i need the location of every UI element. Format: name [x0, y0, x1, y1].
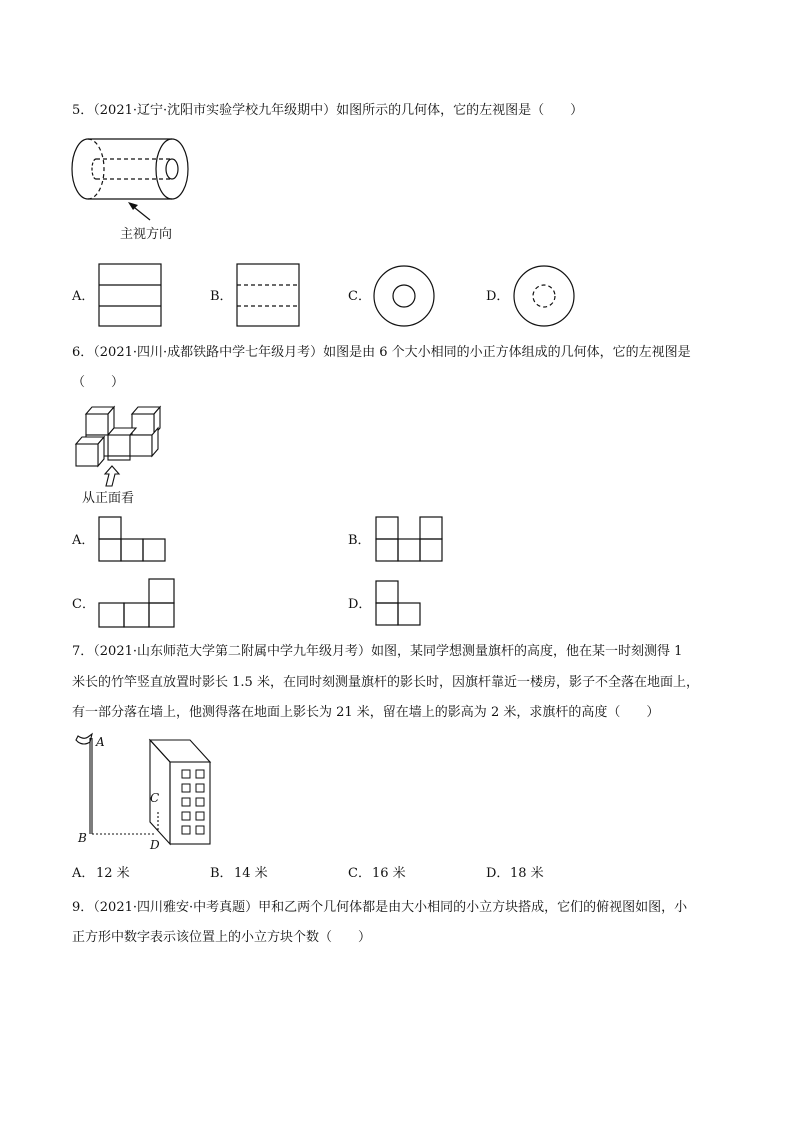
q7-text-line3: 有一部分落在墙上，他测得落在地面上影长为 21 米，留在墙上的影高为 2 米，求旗杆的高度（ ） [72, 705, 660, 720]
q7-flagpole-figure [70, 732, 230, 854]
q6-option-d-label: D． [348, 597, 372, 612]
q7-text-line2: 米长的竹竿竖直放置时影长 1.5 米，在同时刻测量旗杆的影长时，因旗杆靠近一楼房，影子不全落在地面上， [72, 675, 699, 690]
q6-cubes-figure [72, 404, 182, 508]
point-c-label: C [150, 791, 160, 805]
q5-option-d-label: D． [486, 289, 510, 304]
q7-option-a-text: 12 米 [96, 866, 130, 881]
q6-option-a-figure [98, 516, 168, 564]
q6-text-line1: 6．（2021·四川·成都铁路中学七年级月考）如图是由 6 个大小相同的小正方体组成的几何体，它的左视图是 [72, 345, 691, 360]
q6-option-c-figure [98, 578, 178, 628]
q6-option-a-label: A． [72, 533, 95, 548]
point-a-label: A [96, 735, 105, 749]
q6-option-d-figure [375, 580, 425, 628]
q5-option-a-label: A． [72, 289, 95, 304]
q7-option-b-label: B． [210, 866, 233, 881]
q7-option-d-label: D． [486, 866, 510, 881]
q7-option-c-text: 16 米 [372, 866, 406, 881]
q7-option-b-text: 14 米 [234, 866, 268, 881]
q5-option-a-figure [98, 263, 162, 327]
q9-text-line2: 正方形中数字表示该位置上的小立方块个数（ ） [72, 930, 372, 945]
q5-option-c-figure [372, 264, 436, 328]
up-arrow-icon [105, 466, 119, 486]
q6-caption: 从正面看 [82, 491, 135, 506]
q6-option-b-label: B． [348, 533, 371, 548]
q5-option-b-label: B． [210, 289, 233, 304]
point-b-label: B [78, 831, 87, 845]
q6-option-c-label: C． [72, 597, 95, 612]
q5-option-d-figure [512, 264, 576, 328]
q6-option-b-figure [375, 516, 445, 564]
q7-option-c-label: C． [348, 866, 371, 881]
q5-option-b-figure [236, 263, 300, 327]
q5-cylinder-figure [70, 132, 210, 244]
q7-option-d-text: 18 米 [510, 866, 544, 881]
q5-option-c-label: C． [348, 289, 371, 304]
q9-text-line1: 9．（2021·四川雅安·中考真题）甲和乙两个几何体都是由大小相同的小立方块搭成，它们的俯视图如图，小 [72, 900, 688, 915]
q6-text-line2: （ ） [72, 375, 125, 390]
q5-text: 5．（2021·辽宁·沈阳市实验学校九年级期中）如图所示的几何体，它的左视图是（ ） [72, 103, 584, 118]
q5-caption: 主视方向 [120, 227, 173, 242]
q7-option-a-label: A． [72, 866, 95, 881]
point-d-label: D [150, 838, 160, 852]
q7-text-line1: 7．（2021·山东师范大学第二附属中学九年级月考）如图，某同学想测量旗杆的高度，他在某一时刻测得 1 [72, 644, 683, 659]
